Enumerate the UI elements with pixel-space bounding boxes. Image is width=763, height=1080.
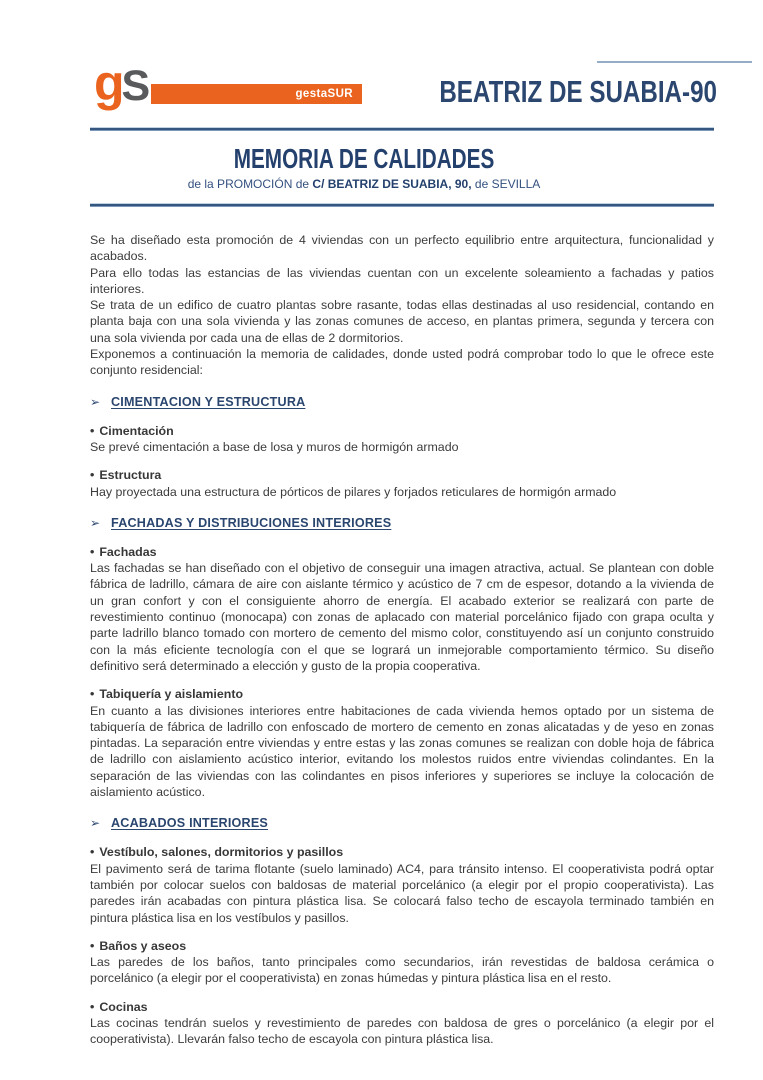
subsection-title-label: Fachadas [99,544,157,559]
dot-bullet-icon: • [90,999,95,1014]
section-heading-label: CIMENTACION Y ESTRUCTURA [111,394,306,409]
arrowhead-bullet-icon: ➢ [90,394,101,409]
section-cimentacion-y-estructura [90,394,714,500]
subsection-title-label: Cocinas [99,999,148,1014]
subsection-title [90,999,714,1015]
dot-bullet-icon: • [90,423,95,438]
subsection-body: Las fachadas se han diseñado con el objetivo de conseguir una imagen atractiva, actual. Se plantean con doble fábrica de ladrillo, cámara de aire con aislante térmico y acústico de 7 cm de espesor, dotando a la vivienda de un gran confort y con el consiguiente ahorro de energía. El acabado exterior se realizará con parte de revestimiento continuo (monocapa) con zonas de aplacado con material porcelánico fijado con grapa oculta y parte ladrillo blanco tomado con mortero de cemento del mismo color, constituyendo así un conjunto construido con la más eficiente tecnología con el que se logrará un inmejorable comportamiento térmico. Su diseño definitivo será determinado a elección y gusto de la propia cooperativa. [90,561,714,673]
subsection-title [90,844,714,860]
subsection-body: Se prevé cimentación a base de losa y muros de hormigón armado [90,439,459,454]
logo-orange-bar [151,84,362,104]
section-heading [90,394,714,411]
logo-letter-s: S [121,62,148,110]
logo-letter-g: g [94,55,122,111]
subsection-title-label: Estructura [99,468,162,483]
document-body [90,232,714,1048]
header-rule-fragment [597,61,752,63]
subsection-title-label: Tabiquería y aislamiento [99,687,244,702]
intro-paragraph: Exponemos a continuación la memoria de calidades, donde usted podrá comprobar todo lo que le ofrece este conjunto residencial: [90,347,714,378]
arrowhead-bullet-icon: ➢ [90,816,101,831]
section-heading [90,515,714,532]
subsection-title [90,686,714,702]
logo-bar-label: gestaSUR [295,88,353,100]
document-title: MEMORIA DE CALIDADES [233,143,495,174]
section-heading [90,815,714,832]
subsection-body: En cuanto a las divisiones interiores entre habitaciones de cada vivienda hemos optado por un sistema de tabiquería de fábrica de ladrillo con enfoscado de mortero de cemento en zonas alicatadas y de yeso en zonas pintadas. La separación entre viviendas y entre estas y las zonas comunes se realizan con doble hoja de fábrica de ladrillo con aislamiento acústico interior, evitando los molestos ruidos entre viviendas colindantes. En la separación de las viviendas con las colindantes en pisos inferiores y superiores se incluye la colocación de aislamiento acústico. [90,703,714,800]
subsection-body: Las cocinas tendrán suelos y revestimiento de paredes con baldosa de gres o porcelánico (a elegir por el cooperativista). Llevarán falso techo de escayola con pintura plástica lisa. [90,1015,714,1047]
subsection-title-label: Cimentación [99,423,174,438]
dot-bullet-icon: • [90,544,95,559]
subsection-title-label: Vestíbulo, salones, dormitorios y pasillos [99,845,344,860]
arrowhead-bullet-icon: ➢ [90,515,101,530]
intro-paragraph: Se trata de un edifico de cuatro plantas sobre rasante, todas ellas destinadas al uso residencial, contando en planta baja con una sola vivienda y las zonas comunes de acceso, en plantas primera, segunda y tercera con una sola vivienda por cada una de ellas de 2 dormitorios. [90,298,714,345]
subtitle-prefix: de la PROMOCIÓN de [187,176,313,191]
subtitle-suffix: de SEVILLA [471,176,541,191]
dot-bullet-icon: • [90,468,95,483]
section-fachadas-y-distribuciones-interiores [90,515,714,800]
section-acabados-interiores [90,815,714,1047]
subsection-title [90,467,714,483]
intro-paragraph: Para ello todas las estancias de las viviendas cuentan con un excelente soleamiento a fachadas y patios interiores. [90,265,714,296]
dot-bullet-icon: • [90,845,95,860]
subsection-body: El pavimento será de tarima flotante (suelo laminado) AC4, para tránsito intenso. El cooperativista podrá optar también por colocar suelos con baldosas de material porcelánico (a elegir por el propio cooperativista). Las paredes irán acabadas con pintura plástica lisa. Se colocará falso techo de escayola terminado también en pintura plástica lisa en los vestíbulos y pasillos. [90,861,714,925]
subsection-body: Las paredes de los baños, tanto principales como secundarios, irán revestidas de baldosa cerámica o porcelánico (a elegir por el cooperativista) en zonas húmedas y pintura plástica lisa en el resto. [90,955,714,986]
gestasur-logo [94,55,148,111]
project-title: BEATRIZ DE SUABIA-90 [439,74,717,109]
title-block [90,142,638,192]
subsection-title [90,938,714,954]
subsection-title-label: Baños y aseos [99,938,187,953]
dot-bullet-icon: • [90,687,95,702]
section-heading-label: ACABADOS INTERIORES [111,816,269,831]
subtitle-address: C/ BEATRIZ DE SUABIA, 90, [312,176,472,191]
document-subtitle [90,177,638,192]
section-heading-label: FACHADAS Y DISTRIBUCIONES INTERIORES [111,515,392,530]
title-rule-bottom [90,203,714,207]
subsection-title [90,423,714,439]
subsection-title [90,544,714,560]
dot-bullet-icon: • [90,938,95,953]
subsection-body: Hay proyectada una estructura de pórticos de pilares y forjados reticulares de hormigón armado [90,484,617,499]
title-rule-top [90,127,714,131]
intro-paragraph: Se ha diseñado esta promoción de 4 viviendas con un perfecto equilibrio entre arquitectura, funcionalidad y acabados. [90,233,714,264]
